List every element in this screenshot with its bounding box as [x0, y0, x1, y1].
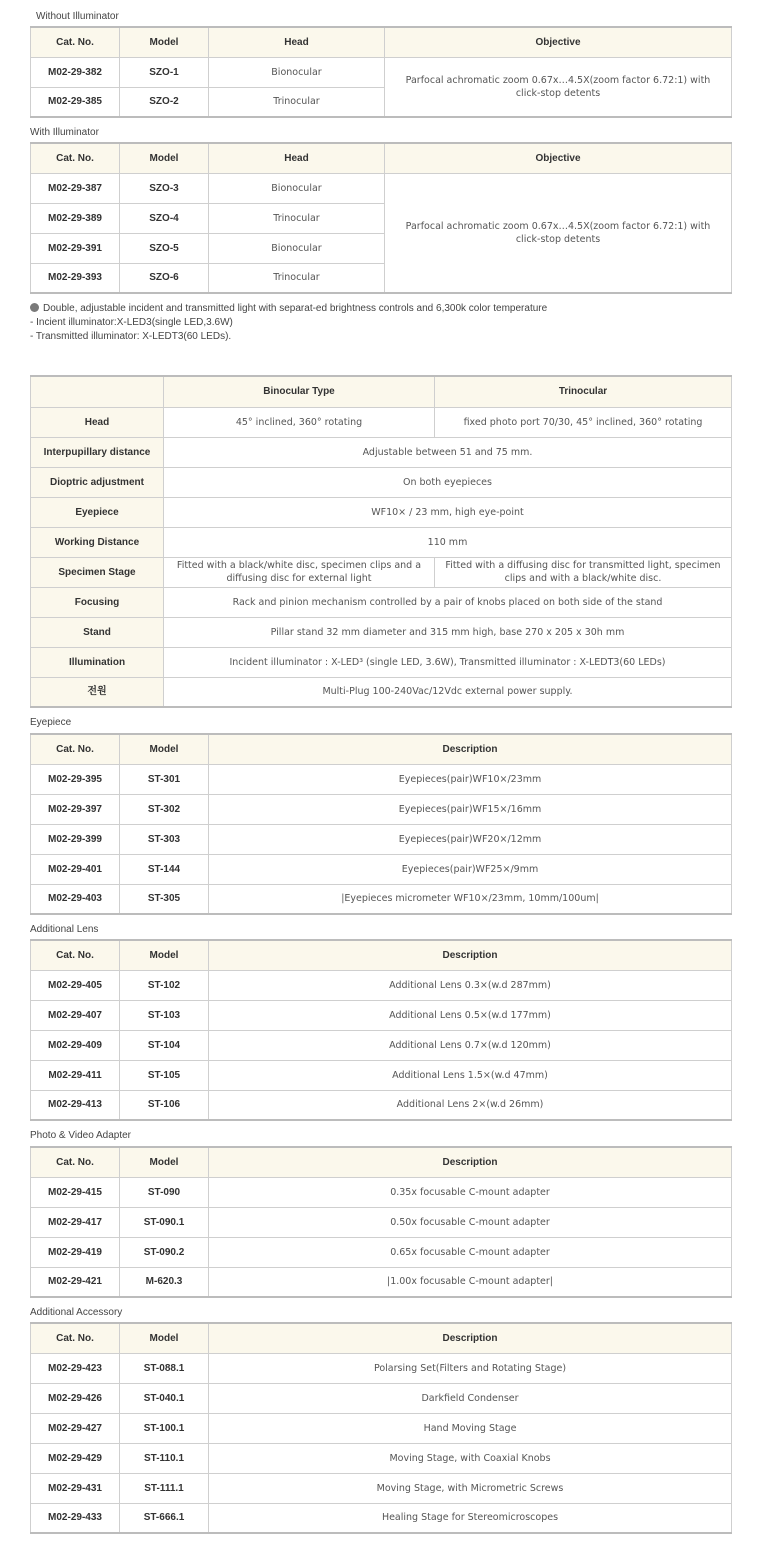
description-cell: |1.00x focusable C-mount adapter|: [209, 1267, 732, 1297]
model-cell: ST-144: [120, 854, 209, 884]
table-row: [31, 587, 732, 617]
cat-no-cell: M02-29-405: [31, 970, 120, 1000]
description-cell: Healing Stage for Stereomicroscopes: [209, 1503, 732, 1533]
spec-label: Interpupillary distance: [31, 437, 164, 467]
cat-no-cell: M02-29-399: [31, 824, 120, 854]
model-cell: ST-302: [120, 794, 209, 824]
model-cell: ST-090.2: [120, 1237, 209, 1267]
spec-value: On both eyepieces: [164, 467, 732, 497]
cat-no-cell: M02-29-387: [31, 173, 120, 203]
cat-no-cell: M02-29-411: [31, 1060, 120, 1090]
model-cell: ST-100.1: [120, 1413, 209, 1443]
table-row: [31, 557, 732, 587]
description-cell: 0.35x focusable C-mount adapter: [209, 1177, 732, 1207]
specification-table: [30, 375, 732, 708]
spec-value: Adjustable between 51 and 75 mm.: [164, 437, 732, 467]
cat-no-cell: M02-29-389: [31, 203, 120, 233]
description-cell: Eyepieces(pair)WF15×/16mm: [209, 794, 732, 824]
col-header-description: Description: [209, 734, 732, 764]
bullet-dot-icon: [30, 303, 39, 312]
col-header-cat-no: Cat. No.: [31, 1147, 120, 1177]
cat-no-cell: M02-29-409: [31, 1030, 120, 1060]
head-cell: Trinocular: [209, 263, 385, 293]
spec-value: 45° inclined, 360° rotating: [164, 407, 435, 437]
cat-no-cell: M02-29-395: [31, 764, 120, 794]
model-cell: SZO-6: [120, 263, 209, 293]
model-cell: ST-103: [120, 1000, 209, 1030]
model-cell: SZO-3: [120, 173, 209, 203]
table-row: [31, 1090, 732, 1120]
description-cell: Eyepieces(pair)WF20×/12mm: [209, 824, 732, 854]
spec-label: Dioptric adjustment: [31, 467, 164, 497]
table-row: [31, 497, 732, 527]
table-row: [31, 173, 732, 203]
section-caption-eyepiece: Eyepiece: [30, 717, 72, 728]
spec-label: Specimen Stage: [31, 557, 164, 587]
table-row: [31, 1060, 732, 1090]
cat-no-cell: M02-29-385: [31, 87, 120, 117]
model-cell: ST-090: [120, 1177, 209, 1207]
table-row: [31, 677, 732, 707]
col-header-model: Model: [120, 1323, 209, 1353]
spec-value: Fitted with a black/white disc, specimen clips and a diffusing disc for external light: [164, 557, 435, 587]
table-row: [31, 1207, 732, 1237]
description-cell: Additional Lens 1.5×(w.d 47mm): [209, 1060, 732, 1090]
description-cell: Darkfield Condenser: [209, 1383, 732, 1413]
head-cell: Trinocular: [209, 87, 385, 117]
col-header-description: Description: [209, 940, 732, 970]
spec-label: Stand: [31, 617, 164, 647]
col-header-description: Description: [209, 1323, 732, 1353]
table-row: [31, 647, 732, 677]
spec-label: 전원: [31, 677, 164, 707]
model-cell: ST-102: [120, 970, 209, 1000]
cat-no-cell: M02-29-419: [31, 1237, 120, 1267]
section-caption-additional-accessory: Additional Accessory: [30, 1307, 123, 1318]
eyepiece-table: [30, 733, 732, 915]
section-caption-with-illuminator: With Illuminator: [30, 127, 99, 138]
head-cell: Bionocular: [209, 233, 385, 263]
model-cell: SZO-2: [120, 87, 209, 117]
table-row: [31, 1237, 732, 1267]
adapter-table: [30, 1146, 732, 1298]
description-cell: Hand Moving Stage: [209, 1413, 732, 1443]
col-header-binocular: Binocular Type: [164, 376, 435, 407]
spec-value: Incident illuminator : X-LED³ (single LED, 3.6W), Transmitted illuminator : X-LEDT3(60 LEDs): [164, 647, 732, 677]
col-header-cat-no: Cat. No.: [31, 1323, 120, 1353]
head-cell: Trinocular: [209, 203, 385, 233]
col-header-objective: Objective: [385, 27, 732, 57]
table-row: [31, 57, 732, 87]
col-header-model: Model: [120, 940, 209, 970]
with-illuminator-table: [30, 142, 732, 294]
spec-value: Multi-Plug 100-240Vac/12Vdc external power supply.: [164, 677, 732, 707]
table-row: [31, 970, 732, 1000]
col-header-trinocular: Trinocular: [435, 376, 732, 407]
description-cell: Additional Lens 0.3×(w.d 287mm): [209, 970, 732, 1000]
table-row: [31, 1267, 732, 1297]
description-cell: Moving Stage, with Coaxial Knobs: [209, 1443, 732, 1473]
cat-no-cell: M02-29-429: [31, 1443, 120, 1473]
col-header-head: Head: [209, 143, 385, 173]
col-header-model: Model: [120, 143, 209, 173]
objective-cell: Parfocal achromatic zoom 0.67x…4.5X(zoom factor 6.72:1) with click-stop detents: [385, 57, 732, 117]
table-row: [31, 527, 732, 557]
cat-no-cell: M02-29-397: [31, 794, 120, 824]
model-cell: ST-110.1: [120, 1443, 209, 1473]
col-header-objective: Objective: [385, 143, 732, 173]
spec-value: Rack and pinion mechanism controlled by a pair of knobs placed on both side of the stand: [164, 587, 732, 617]
cat-no-cell: M02-29-382: [31, 57, 120, 87]
additional-lens-table: [30, 939, 732, 1121]
model-cell: ST-090.1: [120, 1207, 209, 1237]
cat-no-cell: M02-29-415: [31, 1177, 120, 1207]
table-row: [31, 407, 732, 437]
model-cell: ST-111.1: [120, 1473, 209, 1503]
note-line: - Incient illuminator:X-LED3(single LED,3.6W): [30, 317, 233, 328]
col-header-model: Model: [120, 27, 209, 57]
col-header-model: Model: [120, 1147, 209, 1177]
table-row: [31, 1473, 732, 1503]
model-cell: ST-104: [120, 1030, 209, 1060]
table-row: [31, 1000, 732, 1030]
cat-no-cell: M02-29-426: [31, 1383, 120, 1413]
description-cell: 0.65x focusable C-mount adapter: [209, 1237, 732, 1267]
description-cell: Additional Lens 0.5×(w.d 177mm): [209, 1000, 732, 1030]
note-line: - Transmitted illuminator: X-LEDT3(60 LEDs).: [30, 331, 232, 342]
description-cell: Eyepieces(pair)WF10×/23mm: [209, 764, 732, 794]
table-row: [31, 794, 732, 824]
section-caption-photo-video-adapter: Photo & Video Adapter: [30, 1130, 132, 1141]
col-header-head: Head: [209, 27, 385, 57]
model-cell: ST-040.1: [120, 1383, 209, 1413]
col-header-model: Model: [120, 734, 209, 764]
table-row: [31, 824, 732, 854]
table-row: [31, 437, 732, 467]
spec-label: Working Distance: [31, 527, 164, 557]
cat-no-cell: M02-29-403: [31, 884, 120, 914]
cat-no-cell: M02-29-421: [31, 1267, 120, 1297]
table-row: [31, 1443, 732, 1473]
description-cell: Moving Stage, with Micrometric Screws: [209, 1473, 732, 1503]
spec-label: Head: [31, 407, 164, 437]
model-cell: SZO-5: [120, 233, 209, 263]
col-header-cat-no: Cat. No.: [31, 734, 120, 764]
spec-value: Fitted with a diffusing disc for transmitted light, specimen clips and with a black/white disc.: [435, 557, 732, 587]
description-cell: Eyepieces(pair)WF25×/9mm: [209, 854, 732, 884]
spec-corner-cell: [31, 376, 164, 407]
table-row: [31, 1177, 732, 1207]
without-illuminator-table: [30, 26, 732, 118]
spec-label: Eyepiece: [31, 497, 164, 527]
model-cell: ST-666.1: [120, 1503, 209, 1533]
table-row: [31, 467, 732, 497]
description-cell: 0.50x focusable C-mount adapter: [209, 1207, 732, 1237]
table-row: [31, 884, 732, 914]
table-row: [31, 617, 732, 647]
description-cell: Additional Lens 0.7×(w.d 120mm): [209, 1030, 732, 1060]
table-row: [31, 1413, 732, 1443]
table-row: [31, 1030, 732, 1060]
cat-no-cell: M02-29-393: [31, 263, 120, 293]
head-cell: Bionocular: [209, 57, 385, 87]
model-cell: SZO-1: [120, 57, 209, 87]
model-cell: ST-106: [120, 1090, 209, 1120]
cat-no-cell: M02-29-431: [31, 1473, 120, 1503]
description-cell: |Eyepieces micrometer WF10×/23mm, 10mm/100um|: [209, 884, 732, 914]
spec-value: WF10× / 23 mm, high eye-point: [164, 497, 732, 527]
model-cell: ST-305: [120, 884, 209, 914]
col-header-cat-no: Cat. No.: [31, 940, 120, 970]
model-cell: ST-301: [120, 764, 209, 794]
note-line: Double, adjustable incident and transmitted light with separat-ed brightness controls and 6,300k color temperature: [43, 303, 548, 314]
spec-value: Pillar stand 32 mm diameter and 315 mm high, base 270 x 205 x 30h mm: [164, 617, 732, 647]
spec-value: fixed photo port 70/30, 45° inclined, 360° rotating: [435, 407, 732, 437]
model-cell: ST-088.1: [120, 1353, 209, 1383]
model-cell: ST-105: [120, 1060, 209, 1090]
cat-no-cell: M02-29-433: [31, 1503, 120, 1533]
head-cell: Bionocular: [209, 173, 385, 203]
table-row: [31, 1383, 732, 1413]
table-row: [31, 1353, 732, 1383]
description-cell: Additional Lens 2×(w.d 26mm): [209, 1090, 732, 1120]
spec-label: Focusing: [31, 587, 164, 617]
cat-no-cell: M02-29-407: [31, 1000, 120, 1030]
spec-value: 110 mm: [164, 527, 732, 557]
cat-no-cell: M02-29-413: [31, 1090, 120, 1120]
cat-no-cell: M02-29-427: [31, 1413, 120, 1443]
table-row: [31, 764, 732, 794]
cat-no-cell: M02-29-423: [31, 1353, 120, 1383]
table-row: [31, 1503, 732, 1533]
section-caption-without-illuminator: Without Illuminator: [36, 11, 119, 22]
cat-no-cell: M02-29-417: [31, 1207, 120, 1237]
col-header-cat-no: Cat. No.: [31, 27, 120, 57]
table-row: [31, 854, 732, 884]
section-caption-additional-lens: Additional Lens: [30, 924, 99, 935]
accessory-table: [30, 1322, 732, 1534]
cat-no-cell: M02-29-391: [31, 233, 120, 263]
illumination-notes: [30, 302, 547, 344]
col-header-cat-no: Cat. No.: [31, 143, 120, 173]
cat-no-cell: M02-29-401: [31, 854, 120, 884]
model-cell: M-620.3: [120, 1267, 209, 1297]
description-cell: Polarsing Set(Filters and Rotating Stage): [209, 1353, 732, 1383]
model-cell: SZO-4: [120, 203, 209, 233]
model-cell: ST-303: [120, 824, 209, 854]
spec-label: Illumination: [31, 647, 164, 677]
col-header-description: Description: [209, 1147, 732, 1177]
objective-cell: Parfocal achromatic zoom 0.67x…4.5X(zoom factor 6.72:1) with click-stop detents: [385, 173, 732, 293]
